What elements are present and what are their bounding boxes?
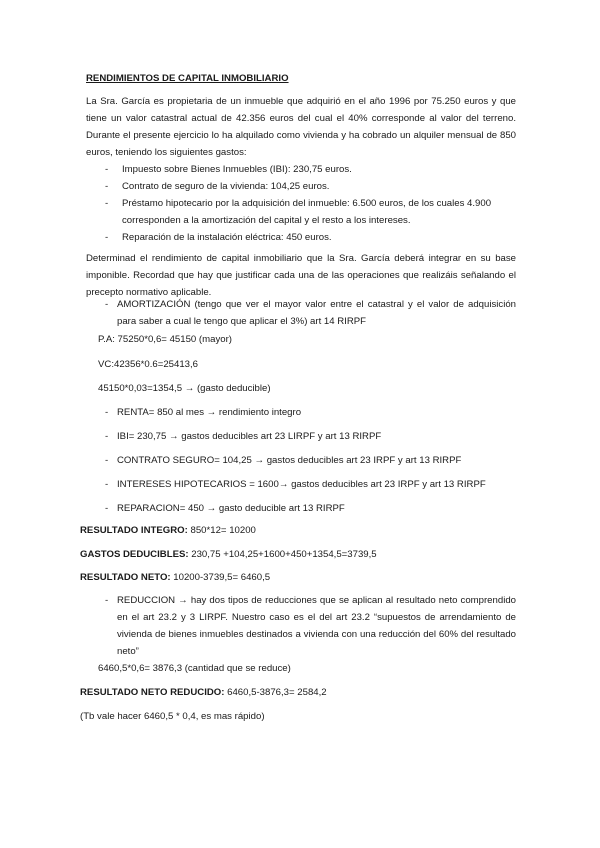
resultado-neto-value: 10200-3739,5= 6460,5 <box>170 572 271 583</box>
bullet-dash: - <box>105 232 109 243</box>
resultado-neto-line <box>80 569 520 586</box>
gasto-item-ibi: Impuesto sobre Bienes Inmuebles (IBI): 230,75 euros. <box>122 164 352 175</box>
bullet-dash: - <box>105 479 109 490</box>
bullet-dash: - <box>105 407 109 418</box>
bullet-dash: - <box>105 164 109 175</box>
resultado-reducido-line <box>80 684 520 701</box>
resultado-neto-label: RESULTADO NETO: <box>80 572 171 583</box>
reduccion-item: REDUCCION → hay dos tipos de reducciones que se aplican al resultado neto comprendido en el art 23.2 y 3 LIRPF. Nuestro caso es el del art 23.2 “supuestos de arrendamiento de vivienda de bienes inmuebles destinados a vivienda con una reducción del 60% del resultado neto” <box>117 595 516 657</box>
ibi-item: IBI= 230,75 → gastos deducibles art 23 LIRPF y art 13 RIRPF <box>117 431 382 442</box>
resultado-integro-line <box>80 522 520 539</box>
bullet-dash: - <box>105 299 109 310</box>
nota-line: (Tb vale hacer 6460,5 * 0,4, es mas rápido) <box>80 711 265 722</box>
pa-line: P.A: 75250*0,6= 45150 (mayor) <box>98 334 232 345</box>
enunciado-paragraph: Determinad el rendimiento de capital inmobiliario que la Sra. García deberá integrar en su base imponible. Recordad que hay que justificar cada una de las operaciones que realizáis señalando el precepto normativo aplicable. <box>86 253 516 298</box>
calc-amortizacion-line: 45150*0,03=1354,5 → (gasto deducible) <box>98 383 271 394</box>
bullet-dash: - <box>105 595 109 606</box>
calc-reduccion-line: 6460,5*0,6= 3876,3 (cantidad que se reduce) <box>98 663 291 674</box>
bullet-dash: - <box>105 431 109 442</box>
gasto-item-prestamo: Préstamo hipotecario por la adquisición del inmueble: 6.500 euros, de los cuales 4.900 corresponden a la amortización del capital y el resto a los intereses. <box>122 198 492 226</box>
bullet-dash: - <box>105 198 109 209</box>
intereses-item: INTERESES HIPOTECARIOS = 1600→ gastos deducibles art 23 IRPF y art 13 RIRPF <box>117 479 486 490</box>
resultado-reducido-label: RESULTADO NETO REDUCIDO: <box>80 687 225 698</box>
renta-item: RENTA= 850 al mes → rendimiento integro <box>117 407 302 418</box>
intro-paragraph: La Sra. García es propietaria de un inmueble que adquirió en el año 1996 por 75.250 euros y que tiene un valor catastral actual de 42.356 euros del cual el 40% corresponde al valor del terreno. Durante el presente ejercicio lo ha alquilado como vivienda y ha cobrado un alquiler mensual de 850 euros, teniendo los siguientes gastos: <box>86 96 516 158</box>
bullet-dash: - <box>105 503 109 514</box>
vc-line: VC:42356*0.6=25413,6 <box>98 359 199 370</box>
gastos-deducibles-label: GASTOS DEDUCIBLES: <box>80 549 189 560</box>
page-title: RENDIMIENTOS DE CAPITAL INMOBILIARIO <box>86 73 289 84</box>
gasto-item-reparacion: Reparación de la instalación eléctrica: 450 euros. <box>122 232 332 243</box>
resultado-reducido-value: 6460,5-3876,3= 2584,2 <box>224 687 327 698</box>
gastos-deducibles-line <box>80 546 520 563</box>
bullet-dash: - <box>105 455 109 466</box>
resultado-integro-value: 850*12= 10200 <box>187 525 256 536</box>
amortizacion-item: AMORTIZACIÓN (tengo que ver el mayor valor entre el catastral y el valor de adquisición para saber a cual le tengo que aplicar el 3%) art 14 RIRPF <box>117 299 516 327</box>
bullet-dash: - <box>105 181 109 192</box>
gasto-item-seguro: Contrato de seguro de la vivienda: 104,25 euros. <box>122 181 330 192</box>
resultado-integro-label: RESULTADO INTEGRO: <box>80 525 188 536</box>
gastos-deducibles-value: 230,75 +104,25+1600+450+1354,5=3739,5 <box>188 549 377 560</box>
seguro-item: CONTRATO SEGURO= 104,25 → gastos deducibles art 23 IRPF y art 13 RIRPF <box>117 455 462 466</box>
reparacion-item: REPARACION= 450 → gasto deducible art 13 RIRPF <box>117 503 345 514</box>
